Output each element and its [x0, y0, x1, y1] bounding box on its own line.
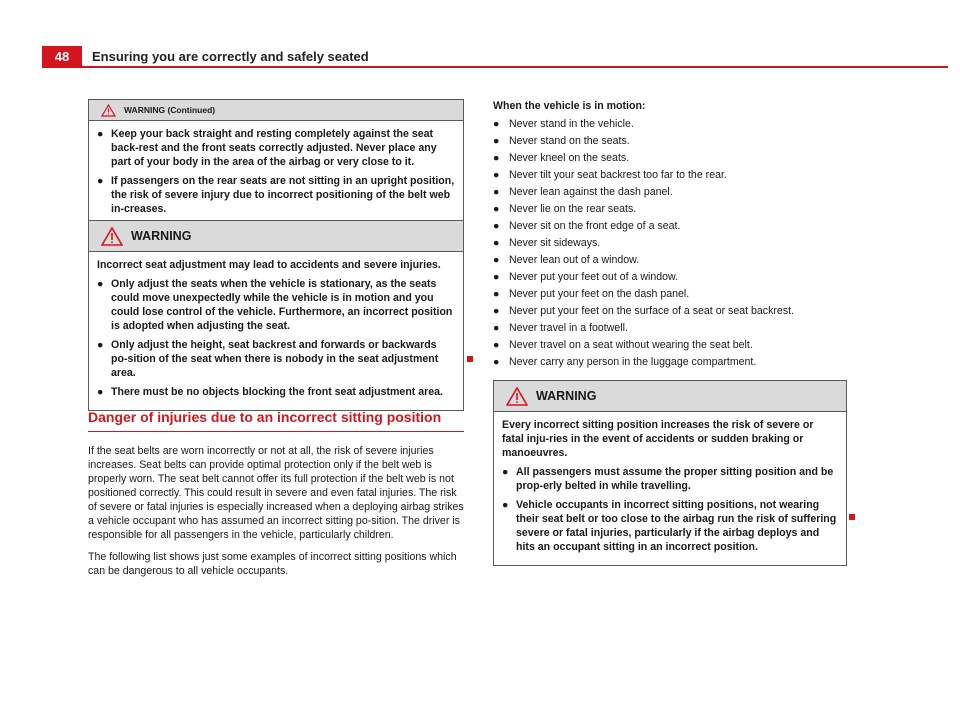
- page-header-title: Ensuring you are correctly and safely seated: [92, 49, 369, 64]
- warning-item: [97, 385, 455, 399]
- warning-seat-header: [89, 221, 463, 252]
- bullet: ●: [493, 305, 500, 317]
- header-divider: [82, 66, 948, 68]
- bullet: ●: [493, 135, 500, 147]
- warning-seat-title: WARNING: [131, 229, 192, 243]
- bullet: ●: [493, 237, 500, 249]
- bullet: ●: [97, 278, 104, 290]
- bullet: ●: [502, 499, 509, 511]
- motion-list-item: [493, 355, 847, 369]
- section-heading: Danger of injuries due to an incorrect sitting position: [88, 409, 442, 425]
- motion-list-item: [493, 134, 847, 148]
- warning-continued-title: WARNING (Continued): [124, 105, 216, 115]
- warning-item: [502, 498, 838, 554]
- motion-list: [493, 117, 847, 369]
- end-of-section-icon: [467, 356, 473, 362]
- bullet: ●: [97, 386, 104, 398]
- bullet: ●: [493, 186, 500, 198]
- motion-list-item-text: Never travel in a footwell.: [509, 322, 628, 334]
- bullet: ●: [493, 271, 500, 283]
- warning-continued-header: [89, 100, 463, 121]
- motion-list-item-text: Never put your feet out of a window.: [509, 271, 679, 283]
- warning-item-text: Keep your back straight and resting completely against the seat back-rest and the front seats correctly adjusted. Never place any part of your body in the area of the airbag or very close to it.: [111, 128, 437, 168]
- motion-list-item: [493, 321, 847, 335]
- motion-list-item: [493, 287, 847, 301]
- motion-list-item-text: Never kneel on the seats.: [509, 152, 630, 164]
- section-paragraph: The following list shows just some examples of incorrect sitting positions which can be dangerous to all vehicle occupants.: [88, 551, 457, 577]
- motion-list-item: [493, 338, 847, 352]
- motion-list-item-text: Never stand on the seats.: [509, 135, 630, 147]
- bullet: ●: [493, 220, 500, 232]
- motion-list-item-text: Never travel on a seat without wearing the seat belt.: [509, 339, 753, 351]
- bullet: ●: [97, 128, 104, 140]
- warning-triangle-icon: [101, 227, 123, 246]
- end-of-section-icon: [849, 514, 855, 520]
- bullet: ●: [97, 339, 104, 351]
- warning-item: [97, 127, 455, 169]
- warning-triangle-icon: [101, 104, 116, 117]
- warning-item-text: All passengers must assume the proper sitting position and be prop-erly belted in while travelling.: [516, 466, 834, 492]
- warning-position-title: WARNING: [536, 389, 597, 403]
- bullet: ●: [493, 356, 500, 368]
- motion-list-item-text: Never stand in the vehicle.: [509, 118, 634, 130]
- warning-item-text: Only adjust the seats when the vehicle is stationary, as the seats could move unexpectedly while the vehicle is in motion and you could lose control of the vehicle. Furthermore, an incorrect position is adopted when adjusting the seat.: [111, 278, 453, 332]
- bullet: ●: [493, 169, 500, 181]
- motion-list-item: [493, 185, 847, 199]
- bullet: ●: [97, 175, 104, 187]
- motion-list-item: [493, 236, 847, 250]
- motion-list-item-text: Never lie on the rear seats.: [509, 203, 637, 215]
- bullet: ●: [493, 288, 500, 300]
- warning-item: [97, 277, 455, 333]
- warning-seat-intro: Incorrect seat adjustment may lead to accidents and severe injuries.: [97, 259, 441, 271]
- bullet: ●: [493, 152, 500, 164]
- bullet: ●: [493, 339, 500, 351]
- warning-position-box: [493, 380, 847, 566]
- motion-list-item-text: Never put your feet on the dash panel.: [509, 288, 690, 300]
- bullet: ●: [493, 254, 500, 266]
- warning-seat-box: [88, 220, 464, 411]
- bullet: ●: [493, 322, 500, 334]
- motion-list-item: [493, 253, 847, 267]
- warning-item-text: There must be no objects blocking the front seat adjustment area.: [111, 386, 444, 398]
- motion-list-item: [493, 117, 847, 131]
- warning-item: [97, 174, 455, 216]
- warning-position-header: [494, 381, 846, 412]
- bullet: ●: [502, 466, 509, 478]
- motion-list-item: [493, 151, 847, 165]
- section-paragraph: If the seat belts are worn incorrectly or not at all, the risk of severe injuries increases. Seat belts can provide optimal protection only if the belt web is properly worn. The seat belt cannot offer its full protection if the belt web is not positioned correctly. This could result in severe and even fatal injuries. The risk of severe or fatal injuries is especially increased when a deploying airbag strikes a vehicle occupant who has assumed an incorrect sitting po-sition. The driver is responsible for all passengers in the vehicle, particularly children.: [88, 445, 464, 541]
- warning-item-text: If passengers on the rear seats are not sitting in an upright position, the risk of severe injury due to incorrect positioning of the belt web in-creases.: [111, 175, 455, 215]
- motion-list-item: [493, 304, 847, 318]
- warning-item-text: Only adjust the height, seat backrest and forwards or backwards po-sition of the seat when there is nobody in the seat adjustment area.: [111, 339, 439, 379]
- warning-triangle-icon: [506, 387, 528, 406]
- motion-list-item-text: Never sit on the front edge of a seat.: [509, 220, 681, 232]
- warning-item-text: Vehicle occupants in incorrect sitting positions, not wearing their seat belt or too close to the airbag run the risk of suffering severe or fatal injuries, particularly if the airbag deploys and hits an occupant sitting in an incorrect position.: [516, 499, 837, 553]
- warning-item: [97, 338, 455, 380]
- section-divider: [88, 431, 464, 432]
- bullet: ●: [493, 118, 500, 130]
- motion-list-item-text: Never carry any person in the luggage compartment.: [509, 356, 757, 368]
- motion-list-item-text: Never tilt your seat backrest too far to the rear.: [509, 169, 727, 181]
- warning-position-intro: Every incorrect sitting position increases the risk of severe or fatal inju-ries in the event of accidents or sudden braking or manoeuvres.: [502, 419, 814, 459]
- motion-list-item: [493, 202, 847, 216]
- motion-list-item: [493, 219, 847, 233]
- motion-list-item: [493, 270, 847, 284]
- motion-list-item: [493, 168, 847, 182]
- motion-list-item-text: Never put your feet on the surface of a seat or seat backrest.: [509, 305, 795, 317]
- warning-continued-box: [88, 99, 464, 228]
- motion-list-item-text: Never lean out of a window.: [509, 254, 640, 266]
- bullet: ●: [493, 203, 500, 215]
- motion-list-heading: When the vehicle is in motion:: [493, 100, 646, 112]
- page-number: 48: [42, 46, 82, 68]
- motion-list-item-text: Never sit sideways.: [509, 237, 601, 249]
- motion-list-item-text: Never lean against the dash panel.: [509, 186, 673, 198]
- warning-item: [502, 465, 838, 493]
